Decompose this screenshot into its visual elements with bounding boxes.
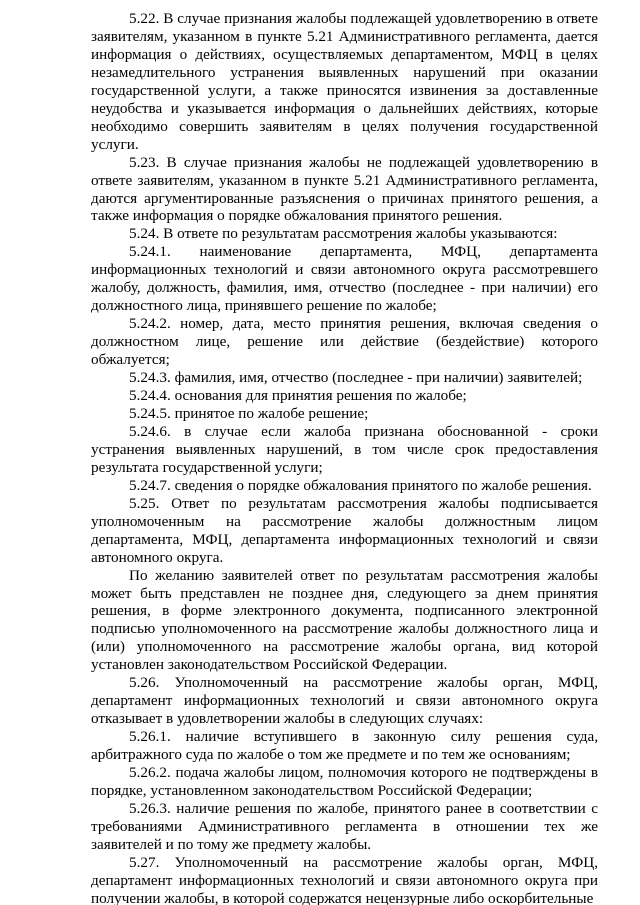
paragraph-5-22: 5.22. В случае признания жалобы подлежащей удовлетворению в ответе заявителям, указанном в пункте 5.21 Административного регламента, дается информация о действиях, осуществляемых департаментом, МФЦ в целях незамедлительного устранения выявленных нарушений при оказании государственной услуги, а также приносятся извинения за доставленные неудобства и указывается информация о дальнейших действиях, которые необходимо совершить заявителям в целях получения государственной услуги. xyxy=(91,10,598,153)
paragraph-5-24-2: 5.24.2. номер, дата, место принятия решения, включая сведения о должностном лице, решение или действие (бездействие) которого обжалуется; xyxy=(91,315,598,369)
paragraph-5-24-7: 5.24.7. сведения о порядке обжалования принятого по жалобе решения. xyxy=(129,476,592,494)
paragraph-5-24-4: 5.24.4. основания для принятия решения по жалобе; xyxy=(129,387,467,405)
paragraph-5-26-1: 5.26.1. наличие вступившего в законную силу решения суда, арбитражного суда по жалобе о том же предмете и по тем же основаниям; xyxy=(91,728,598,764)
paragraph-5-25: 5.25. Ответ по результатам рассмотрения жалобы подписывается уполномоченным на рассмотрение жалобы должностным лицом департамента, МФЦ, департамента информационных технологий и связи автономного округа. xyxy=(91,494,598,566)
paragraph-5-27: 5.27. Уполномоченный на рассмотрение жалобы орган, МФЦ, департамент информационных технологий и связи автономного округа при получении жалобы, в которой содержатся нецензурные либо оскорбительные xyxy=(91,853,598,905)
paragraph-5-24-3: 5.24.3. фамилия, имя, отчество (последнее - при наличии) заявителей; xyxy=(129,369,583,387)
paragraph-5-26: 5.26. Уполномоченный на рассмотрение жалобы орган, МФЦ, департамент информационных технологий и связи автономного округа отказывает в удовлетворении жалобы в следующих случаях: xyxy=(91,674,598,728)
paragraph-5-26-2: 5.26.2. подача жалобы лицом, полномочия которого не подтверждены в порядке, установленном законодательством Российской Федерации; xyxy=(91,764,598,799)
paragraph-5-23: 5.23. В случае признания жалобы не подлежащей удовлетворению в ответе заявителям, указанном в пункте 5.21 Административного регламента, даются аргументированные разъяснения о причинах принятого решения, а также информация о порядке обжалования принятого решения. xyxy=(91,153,598,225)
paragraph-electronic-answer: По желанию заявителей ответ по результатам рассмотрения жалобы может быть представлен не позднее дня, следующего за днем принятия решения, в форме электронного документа, подписанного электронной подписью уполномоченного на рассмотрение жалобы должностного лица и (или) уполномоченного на рассмотрение жалобы органа, вид которой установлен законодательством Российской Федерации. xyxy=(91,566,598,674)
paragraph-5-26-3: 5.26.3. наличие решения по жалобе, принятого ранее в соответствии с требованиями Административного регламента в отношении тех же заявителей и по тому же предмету жалобы. xyxy=(91,799,598,853)
paragraph-5-24-1: 5.24.1. наименование департамента, МФЦ, департамента информационных технологий и связи автономного округа рассмотревшего жалобу, должность, фамилия, имя, отчество (последнее - при наличии) его должностного лица, принявшего решение по жалобе; xyxy=(91,243,598,315)
paragraph-5-24-5: 5.24.5. принятое по жалобе решение; xyxy=(129,404,369,422)
paragraph-5-24: 5.24. В ответе по результатам рассмотрения жалобы указываются: xyxy=(129,225,558,243)
paragraph-5-24-6: 5.24.6. в случае если жалоба признана обоснованной - сроки устранения выявленных нарушений, в том числе срок предоставления результата государственной услуги; xyxy=(91,422,598,476)
